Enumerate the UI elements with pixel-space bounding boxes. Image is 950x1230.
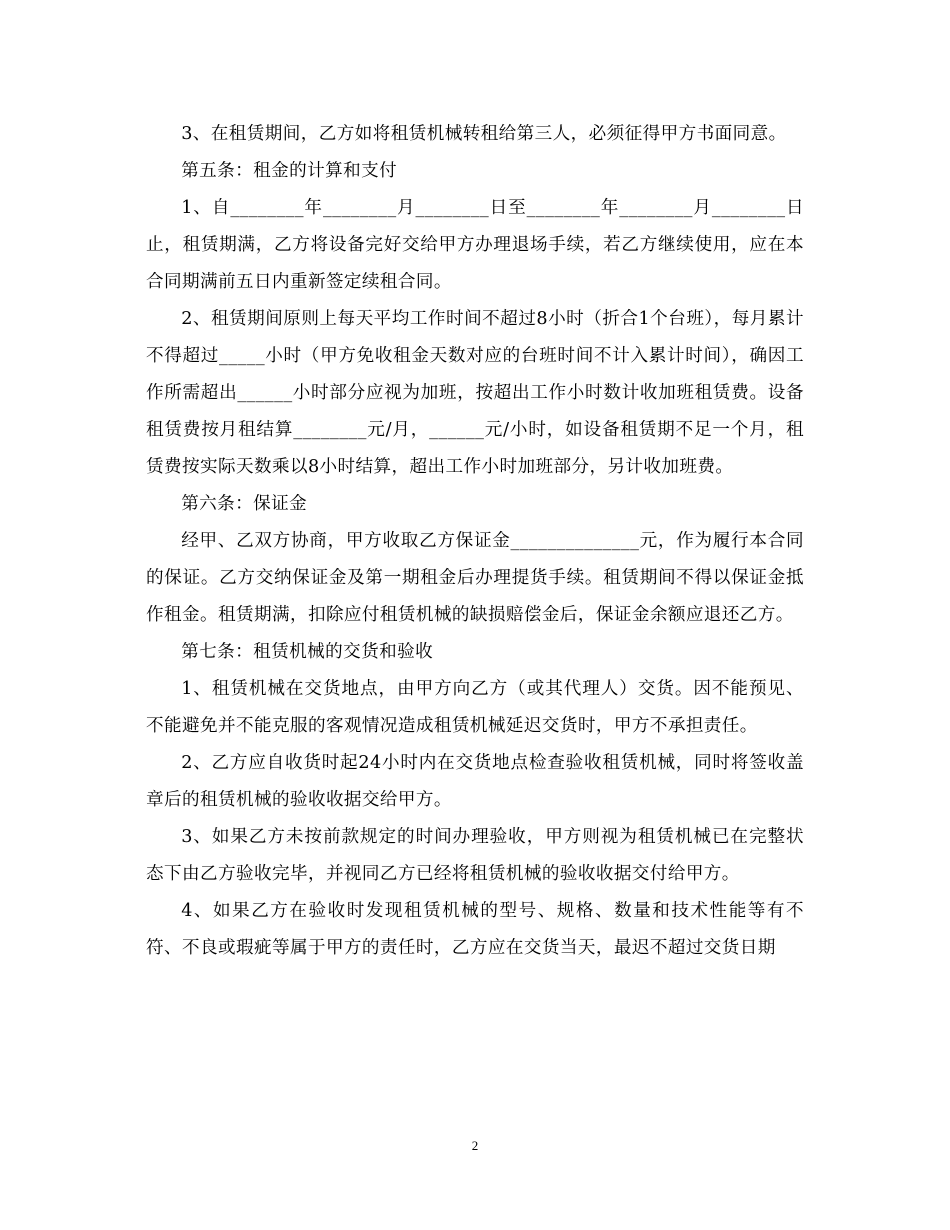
clause-4-item-3: 3、在租赁期间，乙方如将租赁机械转租给第三人，必须征得甲方书面同意。: [181, 124, 787, 144]
article-7-item-1: 1、租赁机械在交货地点，由甲方向乙方（或其代理人）交货。因不能预见、不能避免并不能克服的客观情况造成租赁机械延迟交货时，甲方不承担责任。: [146, 679, 804, 736]
article-7-item-2: 2、乙方应自收货时起24小时内在交货地点检查验收租赁机械，同时将签收盖章后的租赁机械的验收收据交给甲方。: [146, 753, 804, 810]
document-body: [146, 116, 804, 967]
article-5-heading: 第五条：租金的计算和支付: [181, 161, 398, 181]
article-6-heading: 第六条：保证金: [181, 494, 308, 514]
article-7-item-3: 3、如果乙方未按前款规定的时间办理验收，甲方则视为租赁机械已在完整状态下由乙方验收完毕，并视同乙方已经将租赁机械的验收收据交付给甲方。: [146, 827, 804, 884]
article-6-body: 经甲、乙双方协商，甲方收取乙方保证金______________元，作为履行本合同的保证。乙方交纳保证金及第一期租金后办理提货手续。租赁期间不得以保证金抵作租金。租赁期满，扣除应付租赁机械的缺损赔偿金后，保证金余额应退还乙方。: [146, 531, 804, 625]
page-number: 2: [471, 1138, 479, 1153]
article-7-heading: 第七条：租赁机械的交货和验收: [181, 642, 434, 662]
article-5-item-2: 2、租赁期间原则上每天平均工作时间不超过8小时（折合1个台班），每月累计不得超过_____小时（甲方免收租金天数对应的台班时间不计入累计时间），确因工作所需超出______小时部分应视为加班，按超出工作小时数计收加班租赁费。设备租赁费按月租结算________元/月，______元/小时，如设备租赁期不足一个月，租赁费按实际天数乘以8小时结算，超出工作小时加班部分，另计收加班费。: [146, 309, 804, 477]
article-5-item-1: 1、自________年________月________日至________年________月________日止，租赁期满，乙方将设备完好交给甲方办理退场手续，若乙方继续使用，应在本合同期满前五日内重新签定续租合同。: [146, 198, 804, 292]
article-7-item-4: 4、如果乙方在验收时发现租赁机械的型号、规格、数量和技术性能等有不符、不良或瑕疵等属于甲方的责任时，乙方应在交货当天，最迟不超过交货日期: [146, 901, 804, 958]
